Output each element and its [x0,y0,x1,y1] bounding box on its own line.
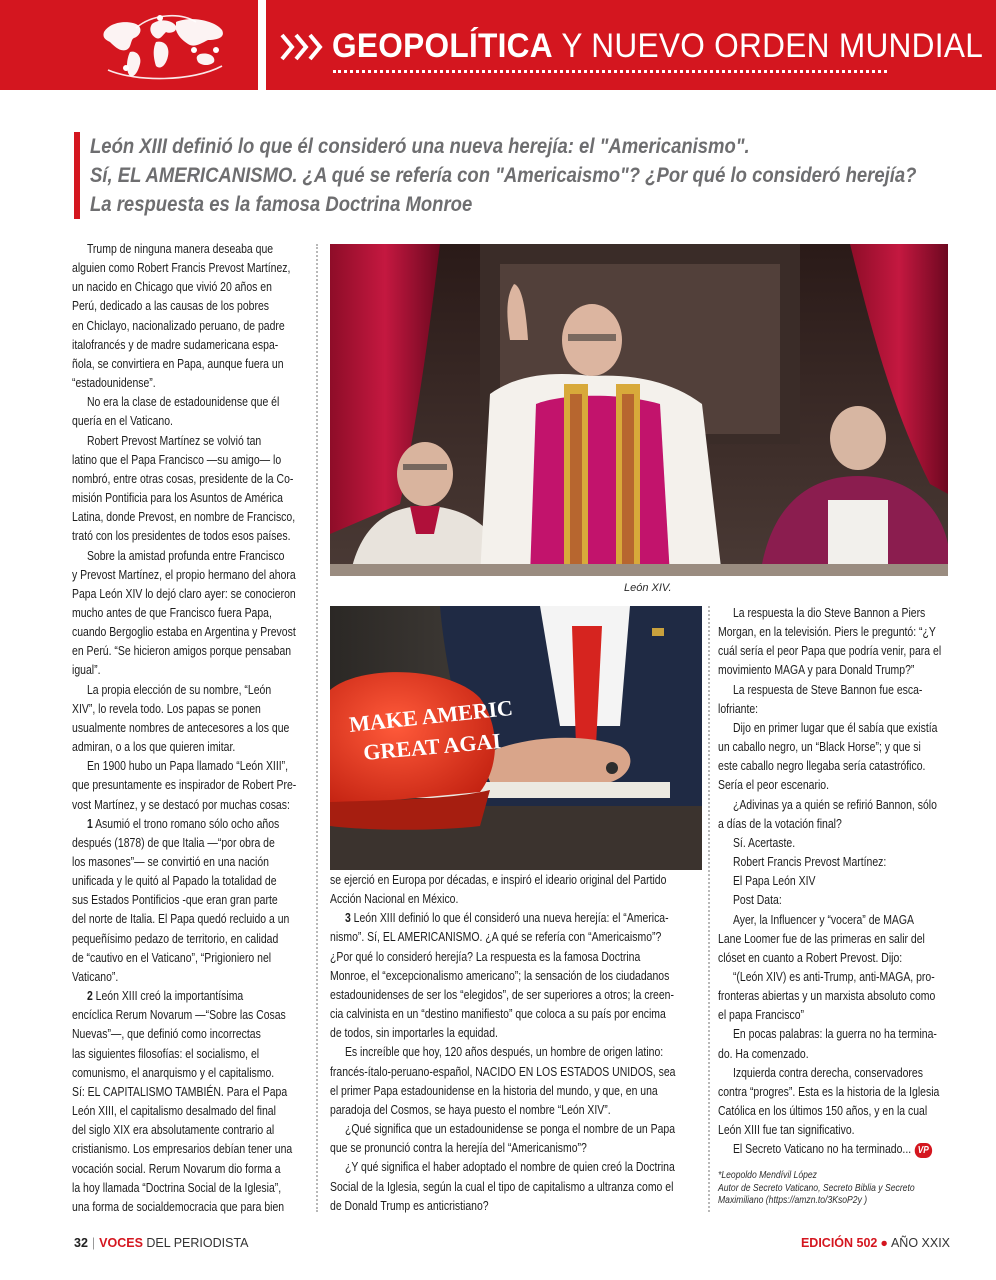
text-line: ¿Adivinas ya a quién se refirió Bannon, sólo [732,797,937,812]
text-line: trató con los presidentes de todos esos países. [72,529,291,544]
section-title [332,22,983,70]
text-line: estadounidenses de ser los “elegidos”, de ser superiores a otros; la creen- [330,987,674,1002]
author-note [718,1170,947,1208]
text-line: este caballo negro llegaba sería catastrófico. [718,759,926,774]
photo-caption: León XIV. [624,582,672,594]
text-line: Monroe, el “excepcionalismo americano”; la sensación de los ciudadanos [330,968,670,983]
text-line: vocación social. Rerum Novarum dio forma a [72,1161,281,1176]
text-line: La respuesta de Steve Bannon fue esca- [732,682,923,697]
text-line: 3 León XIII definió lo que él consideró una nueva herejía: el “America- [344,911,669,926]
text-line: misión Pontificia para los Asuntos de América [72,491,283,506]
text-line: ¿Qué significa que un estadounidense se ponga el nombre de un Papa [344,1122,676,1137]
footer-left [74,1236,249,1250]
text-line: sus Estados Pontificios -que eran gran parte [72,893,278,908]
text-line: paradoja del Cosmos, se haya puesto el nombre “León XIV”. [330,1102,611,1117]
article-column-1 [72,240,304,1217]
article-deck [74,132,970,219]
text-line: cuando Bergoglio estaba en Argentina y Prevost [72,625,296,640]
text-line: Sí: EL CAPITALISMO TAMBIÉN. Para el Papa [72,1084,288,1099]
page-footer [74,1236,954,1256]
text-line: las siguientes filosofías: el socialismo, el [72,1046,260,1061]
photo-trump-maga-cap [330,606,702,870]
column-rule [708,606,710,1212]
text-line: Nuevas”—, que definió como incorrectas [72,1027,261,1042]
text-line: 1 Asumió el trono romano sólo ocho años [86,816,280,831]
text-line: Perú, dedicado a las causas de los pobres [72,299,269,314]
header-dotted-rule [333,70,887,73]
photo-pope-leo-xiv [330,244,948,576]
maga-cap-text-line1: MAKE AMERIC [347,694,515,737]
text-line: a días de la votación final? [718,816,842,831]
text-line: quería en el Vaticano. [72,414,173,429]
text-line: El Papa León XIV [732,874,816,889]
text-line: Acción Nacional en México. [330,892,459,907]
point-number: 1 [86,816,93,831]
text-line: Dijo en primer lugar que él sabía que existía [732,720,938,735]
text-line: de “cautivo en el Vaticano”, “Prigioniero nel [72,950,272,965]
text-line: cristianismo. Los empresarios debían tener una [72,1142,293,1157]
chevrons-right-icon [280,33,328,61]
text-line: Vaticano”. [72,969,119,984]
text-line: clóset en cuanto a Robert Prevost. Dijo: [718,950,903,965]
text-line: del siglo XIX era absolutamente contrario al [72,1123,275,1138]
text-line: En pocas palabras: la guerra no ha termina- [732,1027,937,1042]
deck-line: León XIII definió lo que él consideró una nueva herejía: el "Americanismo". [90,134,750,158]
text-line: que se pronunció contra la herejía del “Americanismo”? [330,1141,587,1156]
footer-right [801,1236,950,1250]
text-line: ñola, se convirtiera en Papa, aunque fuera un [72,356,284,371]
text-line: pequeñísimo pedazo de territorio, en calidad [72,931,279,946]
text-line: La propia elección de su nombre, “León [86,682,272,697]
text-line: encíclica Rerum Novarum —“Sobre las Cosas [72,1008,286,1023]
text-line: Social de la Iglesia, según la cual el tipo de capitalismo a ultranza como el [330,1179,674,1194]
text-line: vost Martínez, y se destacó por muchas cosas: [72,797,290,812]
text-line: en Chiclayo, nacionalizado peruano, de padre [72,318,285,333]
text-line: admiran, o a los que quieren imitar. [72,740,236,755]
text-line: el papa Francisco” [718,1008,804,1023]
point-number: 3 [344,911,351,926]
text-line: Sí. Acertaste. [732,835,796,850]
text-line: Izquierda contra derecha, conservadores [732,1065,923,1080]
text-line: Papa León XIV lo dejó claro ayer: se conocieron [72,586,296,601]
text-line: do. Ha comenzado. [718,1046,809,1061]
text-line: unificada y le quitó al Papado la totalidad de [72,874,277,889]
text-line: y Prevost Martínez, el propio hermano del ahora [72,567,296,582]
maga-cap-text-line2: GREAT AGAI [362,728,502,765]
section-header [0,0,996,90]
text-line: fronteras abiertas y un marxista absoluto como [718,989,936,1004]
column-rule [316,244,318,1212]
text-line: Trump de ninguna manera deseaba que [86,242,274,256]
edition-year: AÑO XXIX [890,1236,950,1250]
text-line: La respuesta la dio Steve Bannon a Piers [732,606,926,620]
text-line: ¿Por qué lo consideró herejía? La respuesta es la famosa Doctrina [330,949,641,964]
text-line: ¿Y qué significa el haber adoptado el nombre de quien creó la Doctrina [344,1160,675,1175]
article-column-2 [330,871,702,1216]
edition-number: EDICIÓN 502 [800,1236,878,1250]
text-line: movimiento MAGA y para Donald Trump?” [718,663,915,678]
section-title-bold: GEOPOLÍTICA [332,27,553,65]
text-line: el primer Papa estadounidense en la historia del mundo, y que, en una [330,1083,658,1098]
text-line: Latina, donde Prevost, en nombre de Francisco, [72,510,296,525]
text-line: igual”. [72,663,101,678]
text-line: En 1900 hubo un Papa llamado “León XIII”, [86,759,289,774]
text-line: 2 León XIII creó la importantísima [86,989,244,1004]
text-line: Lane Loomer fue de las primeras en salir del [718,931,925,946]
author-note-line: Autor de Secreto Vaticano, Secreto Biblia y Secreto [718,1182,915,1194]
text-line: No era la clase de estadounidense que él [86,395,280,410]
text-line: Morgan, en la televisión. Piers le preguntó: “¿Y [718,625,936,640]
footer-separator: | [91,1236,96,1250]
text-line: usualmente nombres de antecesores a los que [72,720,290,735]
text-line: Sobre la amistad profunda entre Francisco [86,548,285,563]
deck-line: Sí, EL AMERICANISMO. ¿A qué se refería con "Americaismo"? ¿Por qué lo consideró herejía? [90,163,917,187]
text-line: El Secreto Vaticano no ha terminado... VP [718,1140,914,1159]
text-line: de Donald Trump es anticristiano? [330,1198,489,1213]
world-map-logo-icon [96,10,232,84]
text-line: cia calvinista en un “destino manifiesto” que coloca a su país por encima [330,1007,666,1022]
text-line: León XIII, el capitalismo desalmado del final [72,1104,276,1119]
text-line: alguien como Robert Francis Prevost Martínez, [72,261,291,276]
article-column-3 [718,604,954,1160]
text-line: un nacido en Chicago que vivió 20 años en [72,280,272,295]
text-line: Es increíble que hoy, 120 años después, un hombre de origen latino: [344,1045,664,1060]
text-line: la hoy llamada “Doctrina Social de la Iglesia”, [72,1180,282,1195]
footer-brand-rest: DEL PERIODISTA [142,1236,249,1250]
header-divider [258,0,266,90]
text-line: Católica en los últimos 150 años, y en la cual [718,1104,928,1119]
text-line: cuál sería el peor Papa que podría venir, para el [718,644,942,659]
text-line: Ayer, la Influencer y “vocera” de MAGA [732,912,915,927]
text-line: Robert Francis Prevost Martínez: [732,855,887,870]
text-line: una forma de socialdemocracia que para bien [72,1199,285,1214]
text-line: después (1878) de que Italia —“por obra de [72,835,275,850]
vp-logo-badge: VP [914,1143,932,1158]
text-line: francés-ítalo-peruano-español, NACIDO EN LOS ESTADOS UNIDOS, sea [330,1064,676,1079]
text-line: nombró, entre otras cosas, presidente de la Co- [72,471,294,486]
text-line: en Perú. “Se hicieron amigos porque pensaban [72,644,292,659]
text-line: “estadounidense”. [72,376,156,391]
text-line: latino que el Papa Francisco —su amigo— lo [72,452,282,467]
text-line: contra “progres”. Esta es la historia de la Iglesia [718,1084,940,1099]
text-line: lofriante: [718,701,759,716]
page-number: 32 [74,1236,88,1250]
text-line: del norte de Italia. El Papa quedó recluido a un [72,912,290,927]
point-number: 2 [86,989,93,1004]
text-line: de todos, sin importarles la equidad. [330,1026,498,1041]
footer-dot-icon: ● [880,1236,888,1250]
text-line: XIV”, lo revela todo. Los papas se ponen [72,701,261,716]
deck-line: La respuesta es la famosa Doctrina Monroe [90,192,473,216]
section-title-rest: Y NUEVO ORDEN MUNDIAL [552,27,984,65]
text-line: un caballo negro, un “Black Horse”; y que si [718,740,921,755]
text-line: se ejerció en Europa por décadas, e inspiró el ideario original del Partido [330,873,667,887]
text-line: mucho antes de que Francisco fuera Papa, [72,605,272,620]
text-line: “(León XIV) es anti-Trump, anti-MAGA, pro- [732,969,935,984]
text-line: italofrancés y de madre sudamericana espa- [72,337,279,352]
text-line: comunismo, el anarquismo y el capitalismo. [72,1065,275,1080]
text-line: Post Data: [732,893,782,908]
author-note-line: Maximiliano (https://amzn.to/3KsoP2y ) [718,1195,868,1206]
text-line: León XIII fue tan significativo. [718,1123,855,1138]
author-note-line: *Leopoldo Mendívil López [718,1170,817,1181]
footer-brand: VOCES [99,1236,143,1250]
text-line: Robert Prevost Martínez se volvió tan [86,433,262,448]
text-line: los masones”— se convirtió en una nación [72,855,269,869]
text-line: que presuntamente es inspirador de Robert Pre- [72,778,297,793]
text-line: Sería el peor escenario. [718,778,829,793]
text-line: nismo”. Sí, EL AMERICANISMO. ¿A qué se refería con “Americaismo”? [330,930,662,945]
